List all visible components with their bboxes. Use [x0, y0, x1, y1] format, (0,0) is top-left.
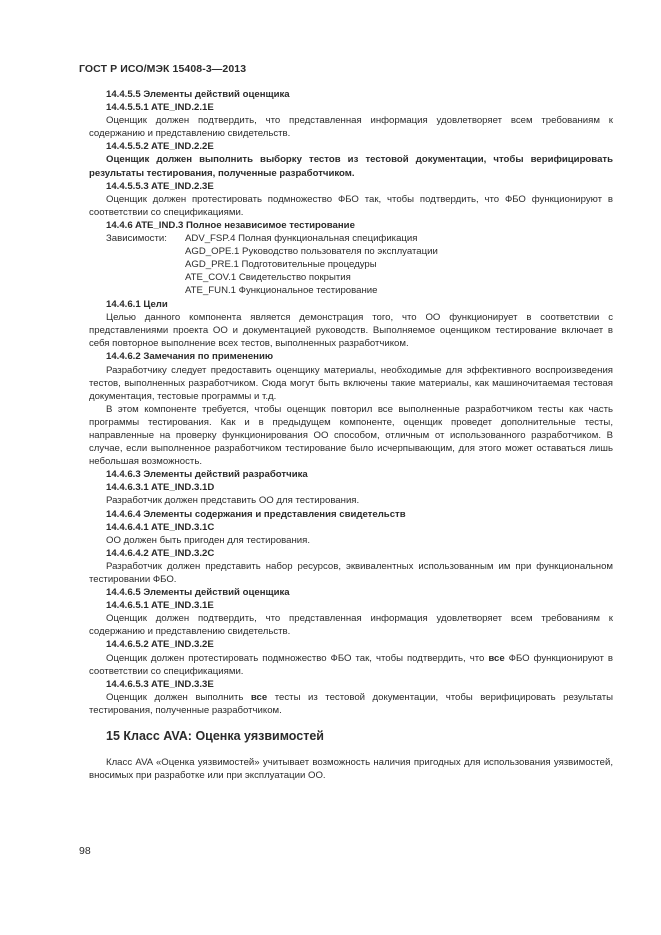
subsection-heading: 14.4.6.5.1 ATE_IND.3.1E	[106, 600, 214, 612]
paragraph: Разработчику следует предоставить оценщику материалы, необходимые для эффективного воспроизведения тестов, выполненных разработчиком. Сюда могут быть включены такие материалы, как машиночитаемая тестовая документация, тестовые программы и т.д.	[89, 364, 613, 402]
section-title: 15 Класс AVA: Оценка уязвимостей	[106, 729, 324, 744]
section-14-4-6	[89, 298, 613, 652]
paragraph: Оценщик должен выполнить выборку тестов из тестовой документации, чтобы верифицировать результаты тестирования, полученные разработчиком.	[89, 154, 613, 179]
subsection-heading: 14.4.6 ATE_IND.3 Полное независимое тестирование	[106, 219, 355, 231]
section-intro-paragraph: Класс AVA «Оценка уязвимостей» учитывает возможность наличия пригодных для использования уязвимостей, вносимых при разработке или при эксплуатации ОО.	[89, 757, 613, 782]
dependencies	[89, 232, 613, 298]
paragraph: ОО должен быть пригоден для тестирования.	[106, 534, 311, 546]
section-14-4-5-5	[89, 88, 613, 232]
dependency-item: ADV_FSP.4 Полная функциональная спецификация	[185, 233, 418, 245]
subsection-heading: 14.4.6.5.2 ATE_IND.3.2E	[106, 639, 214, 651]
paragraph: Оценщик должен выполнить все тесты из тестовой документации, чтобы верифицировать результаты тестирования, полученные разработчиком.	[89, 691, 614, 716]
page-number: 98	[79, 845, 91, 857]
page-header: ГОСТ Р ИСО/МЭК 15408-3—2013	[79, 63, 247, 75]
subsection-heading: 14.4.5.5.3 ATE_IND.2.3E	[106, 180, 214, 192]
paragraph: Оценщик должен подтвердить, что представленная информация удовлетворяет всем требованиям к содержанию и представлению свидетельств.	[89, 115, 613, 140]
subsection-heading: 14.4.6.2 Замечания по применению	[106, 351, 274, 363]
subsection-heading: 14.4.6.3 Элементы действий разработчика	[106, 469, 308, 481]
subsection-heading: 14.4.5.5.2 ATE_IND.2.2E	[106, 141, 214, 153]
dependencies-label: Зависимости:	[106, 233, 167, 245]
subsection-heading: 14.4.6.1 Цели	[106, 299, 168, 311]
subsection-heading: 14.4.6.4 Элементы содержания и представления свидетельств	[106, 508, 406, 520]
dependency-item: AGD_OPE.1 Руководство пользователя по эксплуатации	[185, 246, 438, 258]
subsection-heading: 14.4.6.5.3 ATE_IND.3.3E	[106, 678, 214, 690]
paragraph: Разработчик должен представить ОО для тестирования.	[106, 495, 360, 507]
paragraph: Оценщик должен подтвердить, что представленная информация удовлетворяет всем требованиям к содержанию и представлению свидетельств.	[89, 613, 613, 638]
subsection-heading: 14.4.5.5 Элементы действий оценщика	[106, 89, 290, 100]
subsection-heading: 14.4.6.3.1 ATE_IND.3.1D	[106, 482, 215, 494]
subsection-heading: 14.4.6.4.1 ATE_IND.3.1C	[106, 521, 215, 533]
dependency-item: AGD_PRE.1 Подготовительные процедуры	[185, 259, 377, 271]
paragraph: Целью данного компонента является демонстрация того, что ОО функционирует в соответствии с представлениями проекта ОО и документацией руководств. Выполняемое оценщиком тестирование включает в себя повторное выполнение всех тестов, выполненных разработчиком.	[89, 312, 613, 350]
paragraph: Оценщик должен протестировать подмножество ФБО так, чтобы подтвердить, что все ФБО функционируют в соответствии со спецификациями.	[89, 652, 613, 677]
dependency-item: ATE_COV.1 Свидетельство покрытия	[185, 272, 351, 284]
document-body	[89, 88, 613, 782]
paragraph: Оценщик должен протестировать подмножество ФБО так, чтобы подтвердить, что ФБО функционируют в соответствии со спецификациями.	[89, 193, 613, 218]
dependency-item: ATE_FUN.1 Функциональное тестирование	[185, 285, 378, 297]
subsection-heading: 14.4.6.4.2 ATE_IND.3.2C	[106, 547, 215, 559]
paragraph: В этом компоненте требуется, чтобы оценщик повторил все выполненные разработчиком тесты как часть программы тестирования. Как и в предыдущем компоненте, оценщик проведет дополнительные тесты, направленные на проверку функционирования ОО способом, отличным от использованного разработчиком. В случае, если выполненное разработчиком тестирование было исчерпывающим, для этого может оставаться лишь небольшая возможность.	[89, 403, 613, 468]
subsection-heading: 14.4.6.5 Элементы действий оценщика	[106, 587, 290, 599]
paragraph: Разработчик должен представить набор ресурсов, эквивалентных использованным им при функциональном тестировании ФБО.	[89, 560, 613, 585]
subsection-heading: 14.4.5.5.1 ATE_IND.2.1E	[106, 102, 214, 114]
